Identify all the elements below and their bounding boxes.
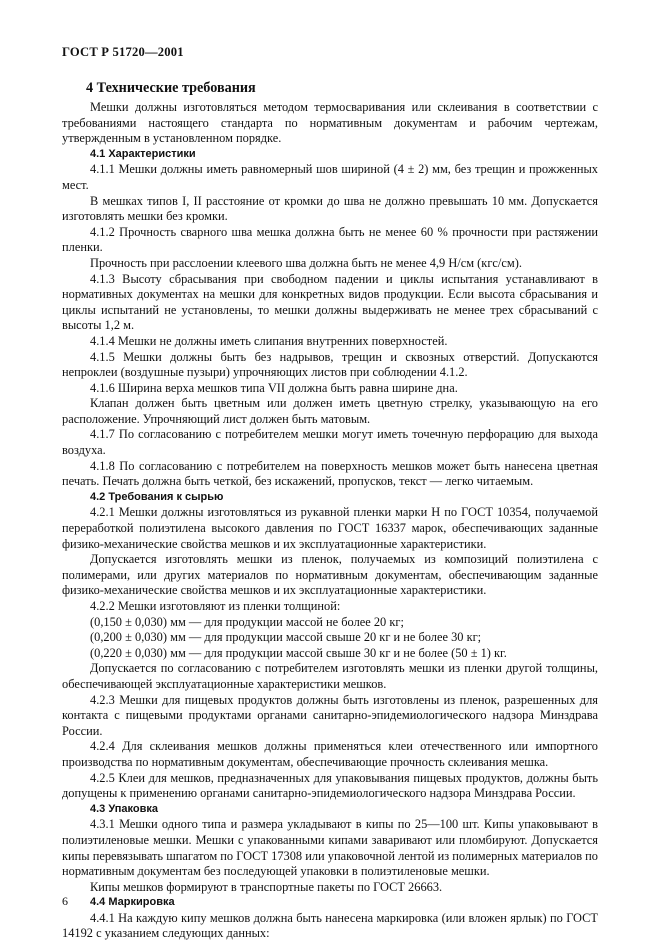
- paragraph: Клапан должен быть цветным или должен иметь цветную стрелку, указывающую на его расположение. Упрочняющий лист должен быть матовым.: [62, 396, 598, 426]
- paragraph: Кипы мешков формируют в транспортные пакеты по ГОСТ 26663.: [90, 879, 443, 894]
- paragraph: 4.1.3 Высоту сбрасывания при свободном падении и циклы испытания устанавливают в нормативных документах на мешки для конкретных видов продукции. Если высота сбрасывания и циклы испытаний не установлены, то мешки должны выдерживать не менее трех сбрасываний с высоты 1,2 м.: [62, 271, 598, 333]
- list-item: (0,200 ± 0,030) мм — для продукции массой свыше 20 кг и не более 30 кг;: [90, 630, 482, 645]
- subsection-heading: 4.2 Требования к сырью: [90, 490, 224, 503]
- section-title: 4 Технические требования: [86, 80, 256, 96]
- list-item: (0,150 ± 0,030) мм — для продукции массой не более 20 кг;: [90, 614, 404, 629]
- subsection-heading: 4.3 Упаковка: [90, 802, 158, 815]
- paragraph: 4.1.1 Мешки должны иметь равномерный шов шириной (4 ± 2) мм, без трещин и прожженных мест.: [62, 162, 598, 192]
- subsection-heading: 4.4 Маркировка: [90, 896, 175, 909]
- paragraph: 4.3.1 Мешки одного типа и размера укладывают в кипы по 25—100 шт. Кипы упаковывают в полиэтиленовые мешки. Мешки с упакованными кипами заваривают или пломбируют. Допускается кипы перевязывать шпагатом по ГОСТ 17308 или упаковочной лентой из полимерных материалов по нормативным документам без последующей упаковки в полиэтиленовые мешки.: [62, 817, 598, 879]
- paragraph: 4.1.7 По согласованию с потребителем мешки могут иметь точечную перфорацию для выхода воздуха.: [62, 427, 598, 458]
- subsection-heading: 4.1 Характеристики: [90, 147, 196, 160]
- paragraph: 4.2.2 Мешки изготовляют из пленки толщиной:: [90, 599, 341, 613]
- paragraph: 4.4.1 На каждую кипу мешков должна быть нанесена маркировка (или вложен ярлык) по ГОСТ 14192 с указанием следующих данных:: [62, 910, 598, 941]
- paragraph: 4.1.2 Прочность сварного шва мешка должна быть не менее 60 % прочности при растяжении пленки.: [62, 224, 598, 255]
- paragraph: В мешках типов I, II расстояние от кромки до шва не должно превышать 10 мм. Допускается изготовлять мешки без кромки.: [62, 193, 598, 224]
- paragraph: 4.1.5 Мешки должны быть без надрывов, трещин и сквозных отверстий. Допускаются непроклеи (воздушные пузыри) упрочняющих листов при соблюдении 4.1.2.: [62, 349, 598, 380]
- paragraph: 4.1.6 Ширина верха мешков типа VII должна быть равна ширине дна.: [90, 380, 458, 395]
- paragraph: Мешки должны изготовляться методом термосваривания или склеивания в соответствии с требованиями настоящего стандарта по нормативным документам и рабочим чертежам, утвержденным в установленном порядке.: [62, 100, 598, 146]
- paragraph: 4.1.8 По согласованию с потребителем на поверхность мешков может быть нанесена цветная печать. Печать должна быть четкой, без искажений, пропусков, текст — легко читаемым.: [62, 458, 598, 489]
- list-item: (0,220 ± 0,030) мм — для продукции массой свыше 30 кг и не более (50 ± 1) кг.: [90, 645, 507, 660]
- paragraph: 4.2.4 Для склеивания мешков должны применяться клеи отечественного или импортного производства по нормативным документам, обеспечивающие прочность склеивания мешка.: [62, 739, 598, 769]
- paragraph: 4.1.4 Мешки не должны иметь слипания внутренних поверхностей.: [90, 333, 448, 348]
- paragraph: Прочность при расслоении клеевого шва должна быть не менее 4,9 Н/см (кгс/см).: [90, 255, 522, 270]
- document-header: ГОСТ Р 51720—2001: [62, 45, 184, 59]
- document-body: [62, 100, 598, 942]
- page-number: 6: [62, 894, 68, 908]
- paragraph: Допускается изготовлять мешки из пленок, получаемых из композиций полиэтилена с полимерами, или других материалов по нормативным документам, обеспечивающим заданные физико-механические свойства мешков и их эксплуатационные характеристики.: [62, 552, 598, 598]
- paragraph: 4.2.3 Мешки для пищевых продуктов должны быть изготовлены из пленок, разрешенных для контакта с пищевыми продуктами органами санитарно-эпидемиологического надзора Минздрава России.: [62, 692, 598, 738]
- paragraph: 4.2.5 Клеи для мешков, предназначенных для упаковывания пищевых продуктов, должны быть допущены к применению органами санитарно-эпидемиологического надзора Минздрава России.: [62, 770, 598, 801]
- paragraph: 4.2.1 Мешки должны изготовляться из рукавной пленки марки Н по ГОСТ 10354, получаемой переработкой полиэтилена высокого давления по ГОСТ 16337 марок, обеспечивающих заданные физико-механические свойства мешков и их эксплуатационные характеристики.: [62, 505, 598, 551]
- paragraph: Допускается по согласованию с потребителем изготовлять мешки из пленки другой толщины, обеспечивающей эксплуатационные характеристики мешков.: [62, 661, 598, 691]
